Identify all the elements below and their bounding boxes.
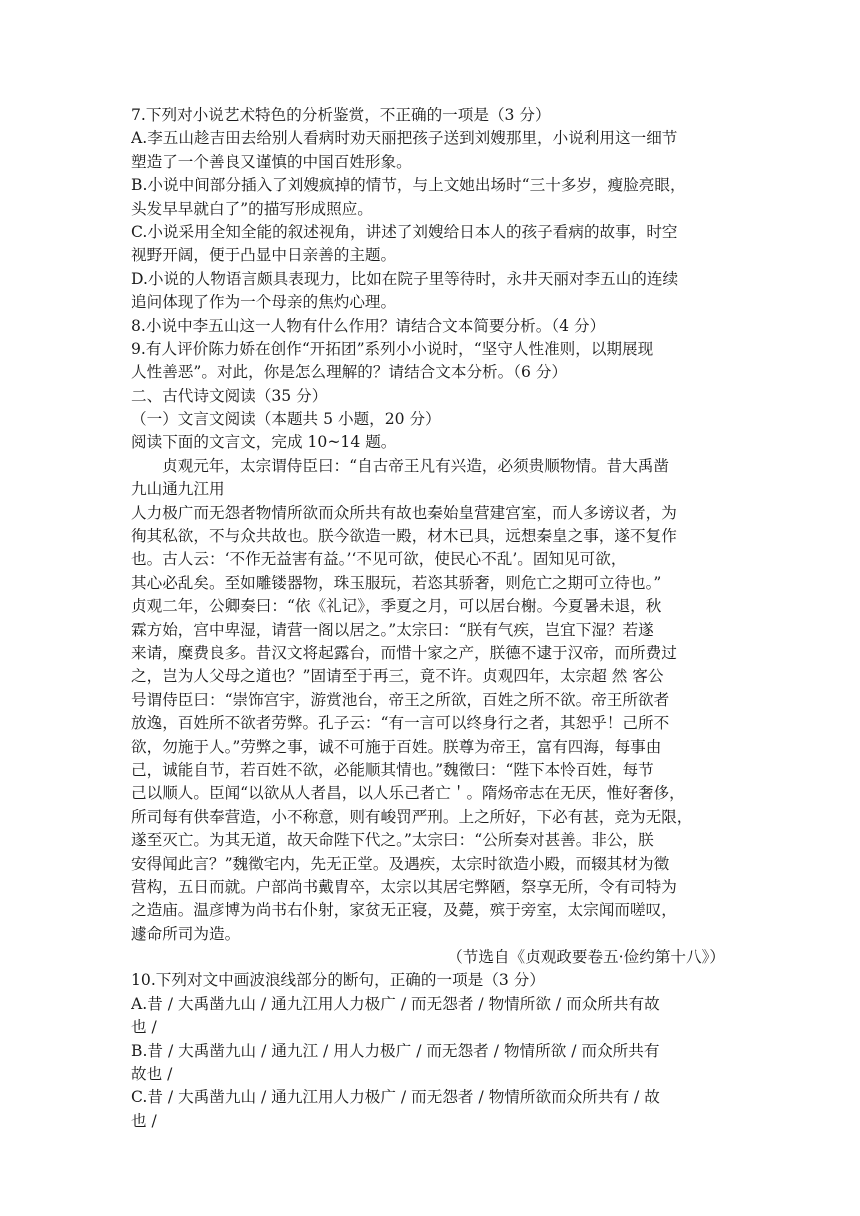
question-block-10 xyxy=(131,969,733,1133)
question-9: 人性善恶”。对此，你是怎么理解的？请结合文本分析。（6 分） xyxy=(131,363,568,382)
option-a-line: 也 / xyxy=(131,1018,157,1037)
option-b-line: 故也 / xyxy=(131,1065,173,1084)
option-c-line: C.昔 / 大禹凿九山 / 通九江用人力极广 / 而无怨者 / 物情所欲而众所共有 / 故 xyxy=(131,1088,660,1107)
option-c-line: 也 / xyxy=(131,1111,157,1130)
classical-passage xyxy=(131,455,733,970)
passage-line: 欲，勿施于人。”劳弊之事，诚不可施于百姓。朕尊为帝王，富有四海，每事由 xyxy=(131,737,662,756)
passage-line: 贞观二年，公卿奏曰：“依《礼记》，季夏之月，可以居台榭。今夏暑未退，秋 xyxy=(131,597,662,616)
passage-line: 也。古人云：‘不作无益害有益。’‘不见可欲，使民心不乱’。固知见可欲， xyxy=(131,550,627,569)
passage-line: 遽命所司为造。 xyxy=(131,924,241,943)
question-8: 8.小说中李五山这一人物有什么作用？请结合文本简要分析。（4 分） xyxy=(131,316,606,335)
option-b-line: B.小说中间部分插入了刘嫂疯掉的情节，与上文她出场时“三十多岁，瘦脸亮眼， xyxy=(131,176,686,195)
passage-line: 之造庙。温彦博为尚书右仆射，家贫无正寝，及薨，殡于旁室，太宗闻而嗟叹， xyxy=(131,901,677,920)
option-a-line: A.李五山趁吉田去给别人看病时劝天丽把孩子送到刘嫂那里，小说利用这一细节 xyxy=(131,129,678,148)
passage-line: 来请，糜费良多。昔汉文将起露台，而惜十家之产，朕德不逮于汉帝，而所费过 xyxy=(131,643,677,662)
question-10-stem: 10.下列对文中画波浪线部分的断句，正确的一项是（3 分） xyxy=(131,971,545,990)
passage-line: 其心必乱矣。至如雕镂器物，珠玉服玩，若恣其骄奢，则危亡之期可立待也。” xyxy=(131,573,662,592)
passage-line: 所司每有供奉营造，小不称意，则有峻罚严刑。上之所好，下必有甚，竞为无限， xyxy=(131,807,693,826)
option-a-line: 塑造了一个善良又谨慎的中国百姓形象。 xyxy=(131,152,412,171)
option-c-line: 视野开阔，便于凸显中日亲善的主题。 xyxy=(131,246,397,265)
passage-source: （节选自《贞观政要卷五·俭约第十八》） xyxy=(447,948,725,967)
passage-line: 徇其私欲，不与众共故也。朕今欲造一殿，材木已具，远想秦皇之事，遂不复作 xyxy=(131,527,677,546)
question-block-7-9 xyxy=(131,104,733,455)
question-9: 9.有人评价陈力娇在创作“开拓团”系列小小说时，“坚守人性准则，以期展现 xyxy=(131,339,654,358)
passage-line: 放逸，百姓所不欲者劳弊。孔子云：“有一言可以终身行之者，其恕乎！己所不 xyxy=(131,714,670,733)
subsection-heading: （一）文言文阅读（本题共 5 小题，20 分） xyxy=(131,410,441,429)
option-b-line: B.昔 / 大禹凿九山 / 通九江 / 用人力极广 / 而无怨者 / 物情所欲 / 而众所共有 xyxy=(131,1041,660,1060)
reading-instruction: 阅读下面的文言文，完成 10~14 题。 xyxy=(131,433,397,452)
passage-line: 之，岂为人父母之道也？”固请至于再三，竟不许。贞观四年，太宗超 然 客公 xyxy=(131,667,664,686)
passage-line: 贞观元年，太宗谓侍臣曰：“自古帝王凡有兴造，必须贵顺物情。昔大禹凿 xyxy=(162,456,669,475)
passage-line: 营构，五日而就。户部尚书戴胄卒，太宗以其居宅弊陋，祭享无所，令有司特为 xyxy=(131,877,677,896)
option-d-line: D.小说的人物语言颇具表现力，比如在院子里等待时，永井天丽对李五山的连续 xyxy=(131,269,679,288)
question-7-stem: 7.下列对小说艺术特色的分析鉴赏，不正确的一项是（3 分） xyxy=(131,106,551,124)
section-heading: 二、古代诗文阅读（35 分） xyxy=(131,386,328,405)
passage-line: 九山通九江用 xyxy=(131,480,225,499)
content-column xyxy=(131,104,733,1133)
passage-line: 己，诚能自节，若百姓不欲，必能顺其情也。”魏徵曰：“陛下本怜百姓，每节 xyxy=(131,760,654,779)
passage-line: 霖方始，宫中卑湿，请营一阁以居之。”太宗曰：“朕有气疾，岂宜下湿？若遂 xyxy=(131,620,654,639)
option-d-line: 追问体现了作为一个母亲的焦灼心理。 xyxy=(131,293,397,312)
passage-line: 遂至灭亡。为其无道，故天命陛下代之。”太宗曰：“公所奏对甚善。非公，朕 xyxy=(131,831,654,850)
option-a-line: A.昔 / 大禹凿九山 / 通九江用人力极广 / 而无怨者 / 物情所欲 / 而众所共有故 xyxy=(131,994,660,1013)
passage-line: 己以顺人。臣闻“以欲从人者昌，以人乐己者亡＇。隋炀帝志在无厌，惟好奢侈， xyxy=(131,784,685,803)
option-b-line: 头发早早就白了”的描写形成照应。 xyxy=(131,199,373,218)
option-c-line: C.小说采用全知全能的叙述视角，讲述了刘嫂给日本人的孩子看病的故事，时空 xyxy=(131,222,678,241)
passage-line: 人力极广而无怨者物情所欲而众所共有故也秦始皇营建宫室，而人多谤议者，为 xyxy=(131,503,677,522)
passage-line: 号谓侍臣曰：“崇饰宫宇，游赏池台，帝王之所欲，百姓之所不欲。帝王所欲者 xyxy=(131,690,670,709)
passage-line: 安得闻此言？”魏徵宅内，先无正堂。及遇疾，太宗时欲造小殿，而辍其材为徵 xyxy=(131,854,670,873)
